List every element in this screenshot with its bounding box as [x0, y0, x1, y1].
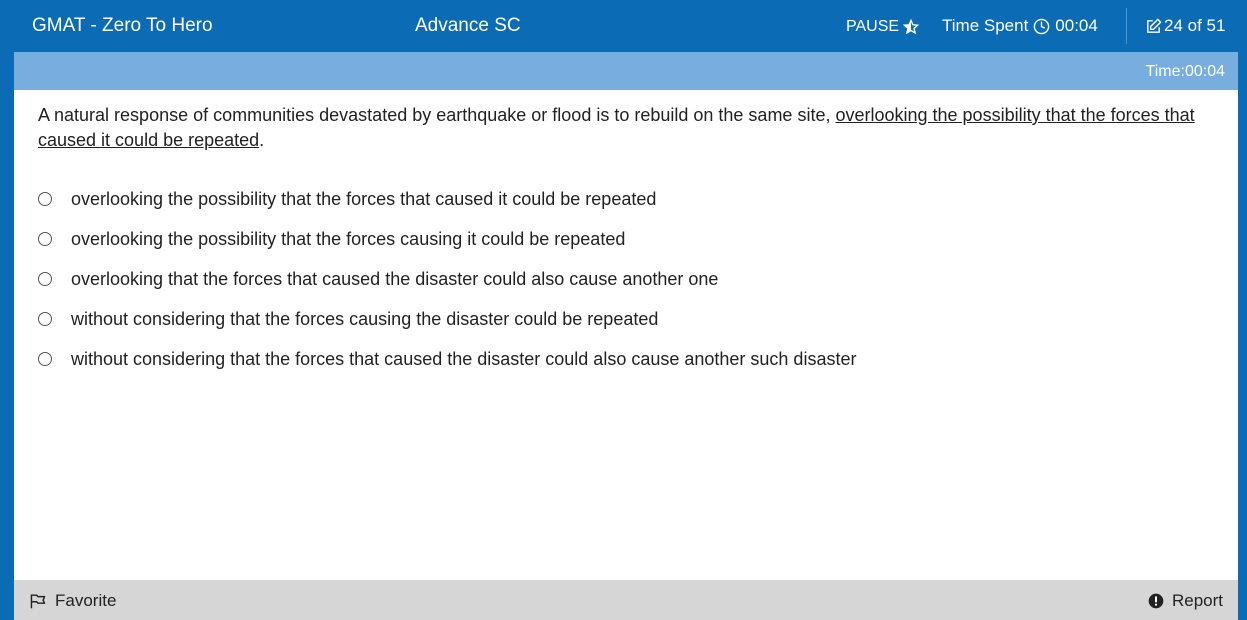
- favorite-button[interactable]: [29, 591, 116, 611]
- answer-option-text: without considering that the forces that caused the disaster could also cause another such disaster: [71, 348, 857, 369]
- edit-icon: [1145, 18, 1162, 35]
- answer-option-text: overlooking that the forces that caused the disaster could also cause another one: [71, 268, 719, 289]
- radio-button[interactable]: [38, 232, 52, 246]
- question-suffix: .: [259, 130, 265, 150]
- star-icon: [903, 19, 919, 35]
- answer-option[interactable]: [38, 259, 1218, 299]
- answer-option[interactable]: [38, 299, 1218, 339]
- pause-button[interactable]: [846, 18, 919, 36]
- favorite-label: Favorite: [55, 591, 117, 610]
- app-title: GMAT - Zero To Hero: [32, 15, 213, 36]
- answer-option-text: overlooking the possibility that the forces causing it could be repeated: [71, 228, 626, 249]
- radio-button[interactable]: [38, 352, 52, 366]
- question-prefix: A natural response of communities devastated by earthquake or flood is to rebuild on the same site,: [38, 105, 836, 125]
- footer-bar: [14, 580, 1238, 620]
- flag-icon: [29, 593, 47, 609]
- report-button[interactable]: [1148, 591, 1223, 611]
- pause-label: PAUSE: [846, 18, 900, 35]
- radio-button[interactable]: [38, 192, 52, 206]
- radio-button[interactable]: [38, 312, 52, 326]
- time-spent: [942, 16, 1098, 36]
- section-title: Advance SC: [415, 15, 521, 36]
- time-spent-label: Time Spent: [942, 16, 1029, 35]
- header-divider: [1126, 8, 1127, 44]
- answer-options: [38, 179, 1218, 379]
- question-stem: [38, 103, 1218, 153]
- question-underlined: overlooking the possibility that the forces that caused it could be repeated: [38, 105, 1195, 150]
- answer-option[interactable]: [38, 339, 1218, 379]
- clock-icon: [1033, 18, 1050, 35]
- answer-option-text: without considering that the forces causing the disaster could be repeated: [71, 308, 659, 329]
- alert-icon: [1148, 593, 1164, 609]
- answer-option[interactable]: [38, 179, 1218, 219]
- answer-option-text: overlooking the possibility that the forces that caused it could be repeated: [71, 188, 657, 209]
- top-bar: [0, 0, 1247, 52]
- question-panel: [14, 90, 1238, 580]
- time-spent-value: 00:04: [1055, 16, 1098, 35]
- question-progress: [1145, 16, 1225, 36]
- progress-text: 24 of 51: [1164, 16, 1226, 35]
- report-label: Report: [1171, 591, 1223, 610]
- radio-button[interactable]: [38, 272, 52, 286]
- timer-bar: [14, 52, 1238, 90]
- question-timer: Time:00:04: [1145, 63, 1225, 80]
- answer-option[interactable]: [38, 219, 1218, 259]
